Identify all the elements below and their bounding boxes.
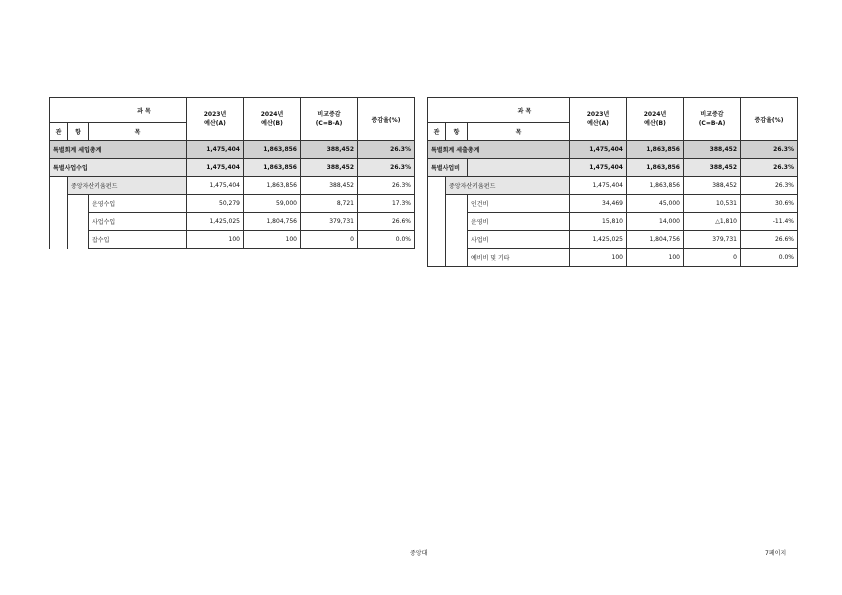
header-hang: 항 [446,123,468,141]
row-c: △1,810 [684,213,741,231]
row-label: 인건비 [468,195,570,213]
total-row [50,141,415,159]
item-row [428,213,798,231]
expenditure-table [427,97,798,267]
header-2024: 2024년 예산(B) [627,98,684,141]
header-diff: 비교증감 (C=B-A) [684,98,741,141]
row-label: 중앙자산키움펀드 [68,177,187,195]
row-a: 1,425,025 [187,213,244,231]
page-number: 7페이지 [765,550,787,557]
row-c: 388,452 [301,141,358,159]
section-row [50,159,415,177]
row-a: 1,475,404 [187,159,244,177]
row-a: 1,475,404 [570,177,627,195]
row-c: 388,452 [301,159,358,177]
row-b: 1,804,756 [627,231,684,249]
header-gwan: 관 [428,123,446,141]
row-c: 8,721 [301,195,358,213]
header-rate: 증감율(%) [741,98,798,141]
row-label: 운영비 [468,213,570,231]
row-b: 100 [627,249,684,267]
row-rate: 30.6% [741,195,798,213]
header-gwan: 관 [50,123,68,141]
item-row [50,213,415,231]
row-b: 59,000 [244,195,301,213]
row-rate: 26.3% [358,141,415,159]
header-hang: 항 [68,123,89,141]
row-b: 1,863,856 [244,141,301,159]
row-label: 중앙자산키움펀드 [446,177,570,195]
row-a: 1,425,025 [570,231,627,249]
row-c: 379,731 [301,213,358,231]
row-rate: 26.3% [741,141,798,159]
item-row [428,195,798,213]
row-a: 1,475,404 [570,159,627,177]
row-rate: 26.3% [358,159,415,177]
row-b: 1,863,856 [627,141,684,159]
header-2023: 2023년 예산(A) [570,98,627,141]
header-rate: 증감율(%) [358,98,415,141]
row-a: 1,475,404 [187,141,244,159]
header-gwamok: 과 목 [50,98,187,123]
row-rate: 26.6% [358,213,415,231]
row-b: 1,804,756 [244,213,301,231]
section-row [428,159,798,177]
row-b: 45,000 [627,195,684,213]
row-rate: 26.6% [741,231,798,249]
header-gwamok: 과 목 [428,98,570,123]
row-b: 1,863,856 [627,159,684,177]
total-row [428,141,798,159]
footer-center: 중앙대 [410,550,428,557]
item-row [50,231,415,249]
row-b: 14,000 [627,213,684,231]
header-diff: 비교증감 (C=B-A) [301,98,358,141]
row-c: 0 [684,249,741,267]
row-c: 0 [301,231,358,249]
row-label: 잡수입 [89,231,187,249]
row-label: 예비비 및 기타 [468,249,570,267]
header-2024: 2024년 예산(B) [244,98,301,141]
row-rate: 17.3% [358,195,415,213]
row-rate: -11.4% [741,213,798,231]
header-2023: 2023년 예산(A) [187,98,244,141]
row-rate: 26.3% [358,177,415,195]
sub-row [50,177,415,195]
row-b: 100 [244,231,301,249]
row-b: 1,863,856 [244,159,301,177]
row-b: 1,863,856 [627,177,684,195]
row-label: 사업수입 [89,213,187,231]
item-row [50,195,415,213]
row-a: 100 [187,231,244,249]
row-b: 1,863,856 [244,177,301,195]
row-c: 10,531 [684,195,741,213]
row-rate: 0.0% [358,231,415,249]
row-label: 사업비 [468,231,570,249]
row-c: 388,452 [684,159,741,177]
row-label: 특별사업비 [428,159,468,177]
row-c: 379,731 [684,231,741,249]
row-rate: 26.3% [741,159,798,177]
row-rate: 0.0% [741,249,798,267]
header-mok: 목 [468,123,570,141]
header-mok: 목 [89,123,187,141]
row-c: 388,452 [684,177,741,195]
item-row [428,249,798,267]
row-rate: 26.3% [741,177,798,195]
row-a: 50,279 [187,195,244,213]
row-a: 1,475,404 [570,141,627,159]
row-a: 34,469 [570,195,627,213]
revenue-table [49,97,415,249]
row-a: 100 [570,249,627,267]
row-a: 15,810 [570,213,627,231]
row-label: 운영수입 [89,195,187,213]
row-c: 388,452 [301,177,358,195]
row-c: 388,452 [684,141,741,159]
item-row [428,231,798,249]
row-a: 1,475,404 [187,177,244,195]
row-label: 특별회계 세출총계 [428,141,570,159]
row-label: 특별회계 세입총계 [50,141,187,159]
sub-row [428,177,798,195]
row-label: 특별사업수입 [50,159,187,177]
